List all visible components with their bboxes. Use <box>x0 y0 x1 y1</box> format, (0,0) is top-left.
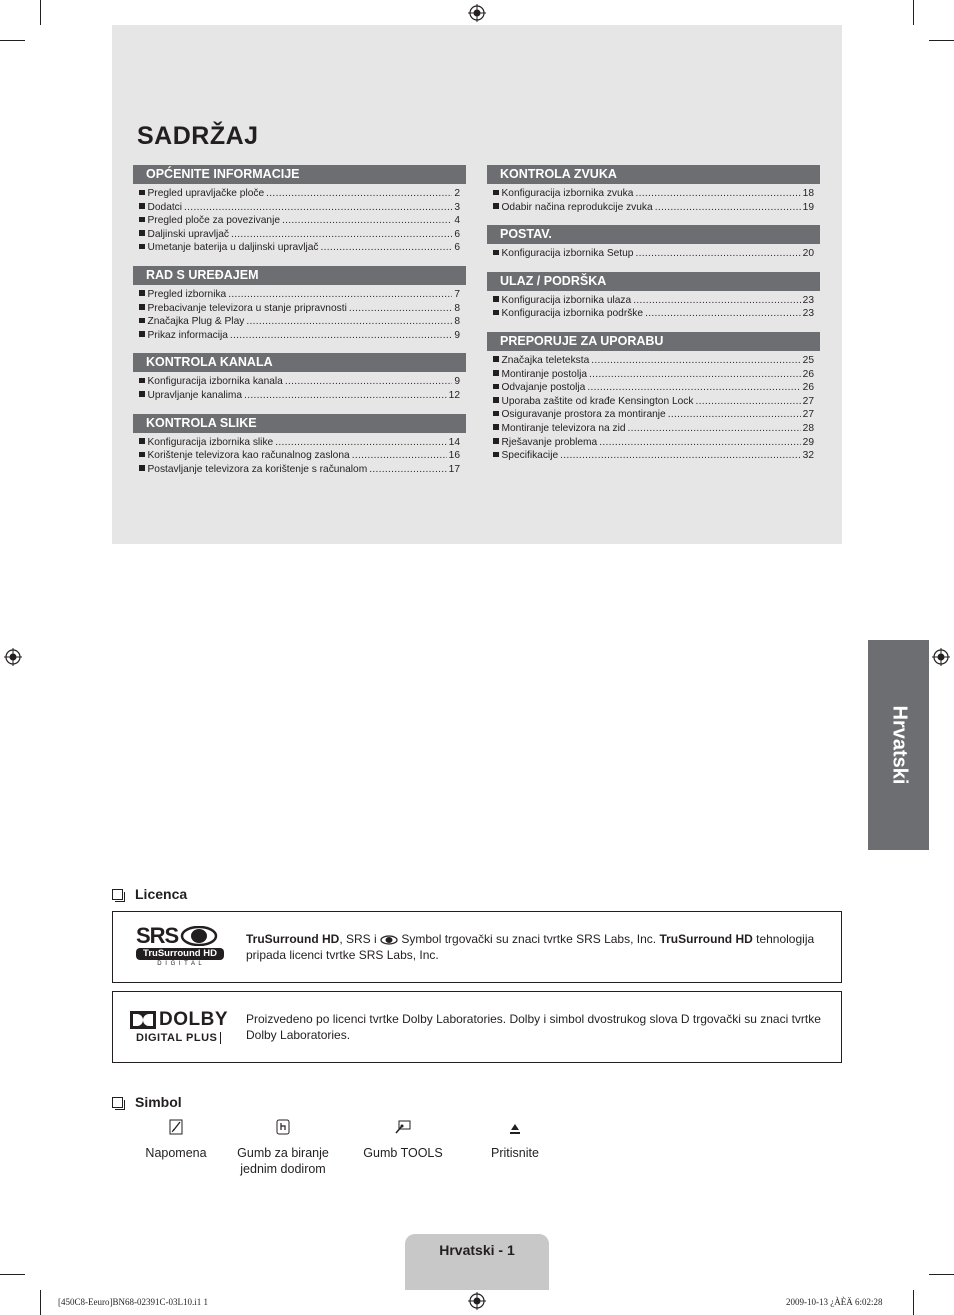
toc-entry-label: Prebacivanje televizora u stanje pripravnosti <box>147 302 347 314</box>
dot-leader <box>589 368 801 382</box>
toc-section-heading: KONTROLA ZVUKA <box>487 165 820 184</box>
toc-entry-label: Konfiguracija izbornika ulaza <box>501 294 632 306</box>
toc-entry-label: Korištenje televizora kao računalnog zaslona <box>147 450 350 462</box>
section-gap <box>133 342 466 353</box>
toc-entry-label: Umetanje baterija u daljinski upravljač <box>147 242 319 254</box>
toc-left-column <box>133 165 466 476</box>
registration-mark-icon <box>932 648 950 666</box>
toc-entry[interactable] <box>493 368 814 382</box>
dot-leader <box>560 449 801 463</box>
toc-entry-label: Dodatci <box>147 201 183 213</box>
toc-entry[interactable] <box>139 214 460 228</box>
toc-entry-page: 27 <box>802 395 814 407</box>
toc-section-heading: POSTAV. <box>487 225 820 244</box>
dot-leader <box>655 201 801 215</box>
note-icon <box>169 1118 183 1136</box>
toc-entry-page: 8 <box>454 316 460 328</box>
toc-entry-label: Rješavanje problema <box>501 436 598 448</box>
toc-entry-label: Konfiguracija izbornika zvuka <box>501 188 634 199</box>
toc-entry-page: 9 <box>454 329 460 341</box>
toc-section-heading: PREPORUJE ZA UPORABU <box>487 332 820 351</box>
toc-entry-label: Odvajanje postolja <box>501 382 586 394</box>
dot-leader <box>668 408 801 422</box>
srs-circle-icon <box>180 926 218 946</box>
toc-entry-label: Osiguravanje prostora za montiranje <box>501 409 666 421</box>
page-number-tab <box>405 1234 549 1290</box>
square-bullet-icon <box>493 203 499 209</box>
toc-entry-list <box>487 351 820 463</box>
toc-entry[interactable] <box>493 381 814 395</box>
dot-leader <box>587 381 800 395</box>
dot-leader <box>352 449 447 463</box>
toc-entry-page: 27 <box>802 409 814 421</box>
toc-entry-page: 32 <box>802 450 814 462</box>
dolby-logo-sub: DIGITAL PLUS <box>130 1032 221 1044</box>
toc-entry[interactable] <box>139 201 460 215</box>
toc-entry[interactable] <box>493 395 814 409</box>
toc-entry[interactable] <box>493 436 814 450</box>
srs-logo <box>136 923 224 967</box>
toc-entry-page: 19 <box>802 201 814 213</box>
srs-text-3: tehnologija pripada licenci tvrtke SRS Labs, Inc. <box>246 932 815 962</box>
toc-entry-label: Pregled izbornika <box>147 288 227 300</box>
toc-entry-label: Montiranje postolja <box>501 368 588 380</box>
toc-section-heading: KONTROLA KANALA <box>133 353 466 372</box>
registration-mark-icon <box>4 648 22 666</box>
srs-logo-text: SRS <box>136 923 179 948</box>
toc-entry[interactable] <box>139 463 460 477</box>
dot-leader <box>184 201 452 215</box>
registration-mark-icon <box>468 1292 486 1310</box>
toc-entry-page: 12 <box>448 389 460 401</box>
toc-entry-label: Pregled ploče za povezivanje <box>147 215 281 227</box>
toc-entry[interactable] <box>139 228 460 242</box>
toc-entry-list <box>487 291 820 321</box>
crop-mark <box>40 1290 41 1315</box>
square-bullet-icon <box>493 424 499 430</box>
toc-entry-label: Konfiguracija izbornika slike <box>147 436 274 448</box>
toc-entry-page: 16 <box>448 450 460 462</box>
dot-leader <box>246 315 452 329</box>
crop-mark <box>929 40 954 41</box>
square-bullet-icon <box>139 438 145 444</box>
checkbox-bullet-icon <box>112 1097 123 1108</box>
square-bullet-icon <box>139 217 145 223</box>
dot-leader <box>266 187 452 201</box>
section-gap <box>487 261 820 272</box>
toc-entry-page: 25 <box>802 354 814 366</box>
toc-entry-label: Pregled upravljačke ploče <box>147 188 265 199</box>
dot-leader <box>282 214 452 228</box>
dot-leader <box>244 389 447 403</box>
dolby-licence-box <box>112 991 842 1063</box>
toc-entry[interactable] <box>139 315 460 329</box>
symbol-tools <box>353 1118 453 1162</box>
dot-leader <box>321 241 453 255</box>
toc-section-heading: ULAZ / PODRŠKA <box>487 272 820 291</box>
square-bullet-icon <box>139 190 145 196</box>
square-bullet-icon <box>139 465 145 471</box>
toc-entry[interactable] <box>139 241 460 255</box>
square-bullet-icon <box>139 203 145 209</box>
toc-entry[interactable] <box>493 247 814 261</box>
toc-entry[interactable] <box>493 201 814 215</box>
toc-entry[interactable] <box>139 389 460 403</box>
toc-entry-page: 3 <box>454 201 460 213</box>
toc-entry-list <box>133 372 466 402</box>
symbol-one-touch <box>228 1118 338 1177</box>
square-bullet-icon <box>139 378 145 384</box>
toc-entry[interactable] <box>493 187 814 201</box>
toc-entry-page: 6 <box>454 228 460 240</box>
page-number-label: Hrvatski - 1 <box>439 1242 515 1258</box>
srs-inline-symbol-icon <box>380 935 398 945</box>
toc-entry-label: Značajka teleteksta <box>501 354 590 366</box>
square-bullet-icon <box>139 452 145 458</box>
srs-logo-sub: TruSurround HD <box>136 948 224 960</box>
square-bullet-icon <box>493 438 499 444</box>
dot-leader <box>628 422 801 436</box>
square-bullet-icon <box>139 391 145 397</box>
crop-mark <box>0 40 25 41</box>
toc-entry-list <box>487 184 820 214</box>
dot-leader <box>228 288 452 302</box>
dot-leader <box>349 302 453 316</box>
square-bullet-icon <box>493 310 499 316</box>
srs-licence-box <box>112 911 842 983</box>
toc-section-heading: OPĆENITE INFORMACIJE <box>133 165 466 184</box>
toc-entry-page: 23 <box>802 294 814 306</box>
toc-entry[interactable] <box>139 436 460 450</box>
toc-entry-list <box>133 285 466 342</box>
dolby-logo-text: DOLBY <box>159 1009 228 1030</box>
dolby-double-d-icon <box>130 1011 156 1029</box>
dot-leader <box>231 228 452 242</box>
toc-entry-label: Konfiguracija izbornika podrške <box>501 308 644 320</box>
square-bullet-icon <box>493 250 499 256</box>
page-title: SADRŽAJ <box>137 122 259 150</box>
symbol-press <box>470 1118 560 1162</box>
print-info-right: 2009-10-13 ¿ÀÈÄ 6:02:28 <box>786 1297 883 1307</box>
toc-entry-page: 26 <box>802 368 814 380</box>
toc-entry-label: Postavljanje televizora za korištenje s računalom <box>147 463 368 475</box>
square-bullet-icon <box>493 452 499 458</box>
toc-entry-page: 18 <box>802 188 814 199</box>
toc-entry-list <box>133 184 466 255</box>
registration-mark-icon <box>468 4 486 22</box>
symbol-note <box>131 1118 221 1162</box>
toc-entry-page: 28 <box>802 422 814 434</box>
toc-entry-label: Upravljanje kanalima <box>147 389 243 401</box>
toc-entry-page: 17 <box>448 463 460 475</box>
print-info-left: [450C8-Eeuro]BN68-02391C-03L10.i1 1 <box>58 1297 208 1307</box>
section-gap <box>487 214 820 225</box>
toc-entry[interactable] <box>493 307 814 321</box>
square-bullet-icon <box>139 244 145 250</box>
srs-text-2: Symbol trgovački su znaci tvrtke SRS Labs, Inc. <box>398 932 660 946</box>
square-bullet-icon <box>493 384 499 390</box>
square-bullet-icon <box>493 356 499 362</box>
toc-section-heading: RAD S UREĐAJEM <box>133 266 466 285</box>
srs-text-1: , SRS i <box>339 932 381 946</box>
section-gap <box>487 321 820 332</box>
square-bullet-icon <box>139 331 145 337</box>
crop-mark <box>40 0 41 25</box>
crop-mark <box>913 1290 914 1315</box>
toc-entry-page: 8 <box>454 302 460 314</box>
toc-entry-label: Odabir načina reprodukcije zvuka <box>501 201 653 213</box>
toc-entry-list <box>133 433 466 477</box>
toc-entry[interactable] <box>493 449 814 463</box>
square-bullet-icon <box>493 370 499 376</box>
toc-entry[interactable] <box>493 408 814 422</box>
toc-entry-label: Značajka Plug & Play <box>147 316 245 328</box>
toc-section-heading: KONTROLA SLIKE <box>133 414 466 433</box>
toc-entry-page: 7 <box>454 288 460 300</box>
dot-leader <box>599 436 800 450</box>
checkbox-bullet-icon <box>112 889 123 900</box>
toc-entry[interactable] <box>139 302 460 316</box>
toc-entry-page: 9 <box>454 376 460 388</box>
dot-leader <box>635 187 800 201</box>
toc-entry[interactable] <box>493 422 814 436</box>
crop-mark <box>0 1274 25 1275</box>
toc-entry-label: Specifikacije <box>501 450 559 462</box>
toc-entry-label: Konfiguracija izbornika Setup <box>501 248 634 260</box>
tools-button-icon <box>395 1118 411 1136</box>
toc-entry[interactable] <box>139 329 460 343</box>
toc-entry[interactable] <box>139 187 460 201</box>
toc-entry[interactable] <box>139 288 460 302</box>
toc-entry-list <box>487 244 820 261</box>
toc-entry-page: 20 <box>802 248 814 260</box>
toc-entry-label: Konfiguracija izbornika kanala <box>147 376 283 388</box>
toc-entry-page: 4 <box>454 215 460 227</box>
symbol-heading-label: Simbol <box>135 1094 182 1110</box>
square-bullet-icon <box>139 304 145 310</box>
dot-leader <box>633 294 800 308</box>
press-icon <box>509 1118 521 1136</box>
dot-leader <box>591 354 800 368</box>
toc-entry[interactable] <box>139 449 460 463</box>
dot-leader <box>285 375 452 389</box>
section-gap <box>133 255 466 266</box>
dot-leader <box>696 395 801 409</box>
toc-entry-label: Daljinski upravljač <box>147 228 230 240</box>
square-bullet-icon <box>493 411 499 417</box>
symbol-note-label: Napomena <box>145 1146 207 1160</box>
toc-entry-page: 14 <box>448 436 460 448</box>
toc-entry-page: 2 <box>454 188 460 199</box>
symbol-tools-label: Gumb TOOLS <box>363 1146 443 1160</box>
dot-leader <box>635 247 800 261</box>
toc-entry-label: Montiranje televizora na zid <box>501 422 626 434</box>
srs-brand-1: TruSurround HD <box>246 932 340 946</box>
symbol-press-label: Pritisnite <box>491 1146 539 1160</box>
language-side-tab <box>868 640 929 850</box>
toc-entry-label: Uporaba zaštite od krađe Kensington Lock <box>501 395 694 407</box>
toc-entry[interactable] <box>493 294 814 308</box>
srs-logo-digital: D I G I T A L <box>157 961 203 967</box>
toc-entry-label: Prikaz informacija <box>147 329 228 341</box>
dot-leader <box>275 436 446 450</box>
symbol-heading <box>112 1094 182 1110</box>
srs-brand-2: TruSurround HD <box>659 932 753 946</box>
square-bullet-icon <box>493 296 499 302</box>
square-bullet-icon <box>139 290 145 296</box>
dolby-licence-text: Proizvedeno po licenci tvrtke Dolby Laboratories. Dolby i simbol dvostrukog slova D trgovački su znaci tvrtke Dolby Laboratories. <box>246 1012 821 1042</box>
crop-mark <box>929 1274 954 1275</box>
dot-leader <box>369 463 446 477</box>
symbol-one-touch-label: Gumb za biranje jednim dodirom <box>237 1146 329 1176</box>
licence-heading-label: Licenca <box>135 886 188 902</box>
toc-entry-page: 29 <box>802 436 814 448</box>
licence-heading <box>112 886 187 902</box>
toc-right-column <box>487 165 820 463</box>
toc-entry-page: 6 <box>454 242 460 254</box>
one-touch-button-icon <box>276 1118 290 1136</box>
toc-entry[interactable] <box>493 354 814 368</box>
toc-entry-page: 26 <box>802 382 814 394</box>
toc-entry-page: 23 <box>802 308 814 320</box>
dolby-logo <box>130 1011 230 1044</box>
square-bullet-icon <box>139 230 145 236</box>
square-bullet-icon <box>493 397 499 403</box>
square-bullet-icon <box>139 318 145 324</box>
dot-leader <box>230 329 452 343</box>
crop-mark <box>913 0 914 25</box>
dot-leader <box>645 307 801 321</box>
language-side-tab-label: Hrvatski <box>888 705 910 785</box>
square-bullet-icon <box>493 190 499 196</box>
srs-licence-text <box>246 931 834 963</box>
toc-entry[interactable] <box>139 375 460 389</box>
section-gap <box>133 403 466 414</box>
